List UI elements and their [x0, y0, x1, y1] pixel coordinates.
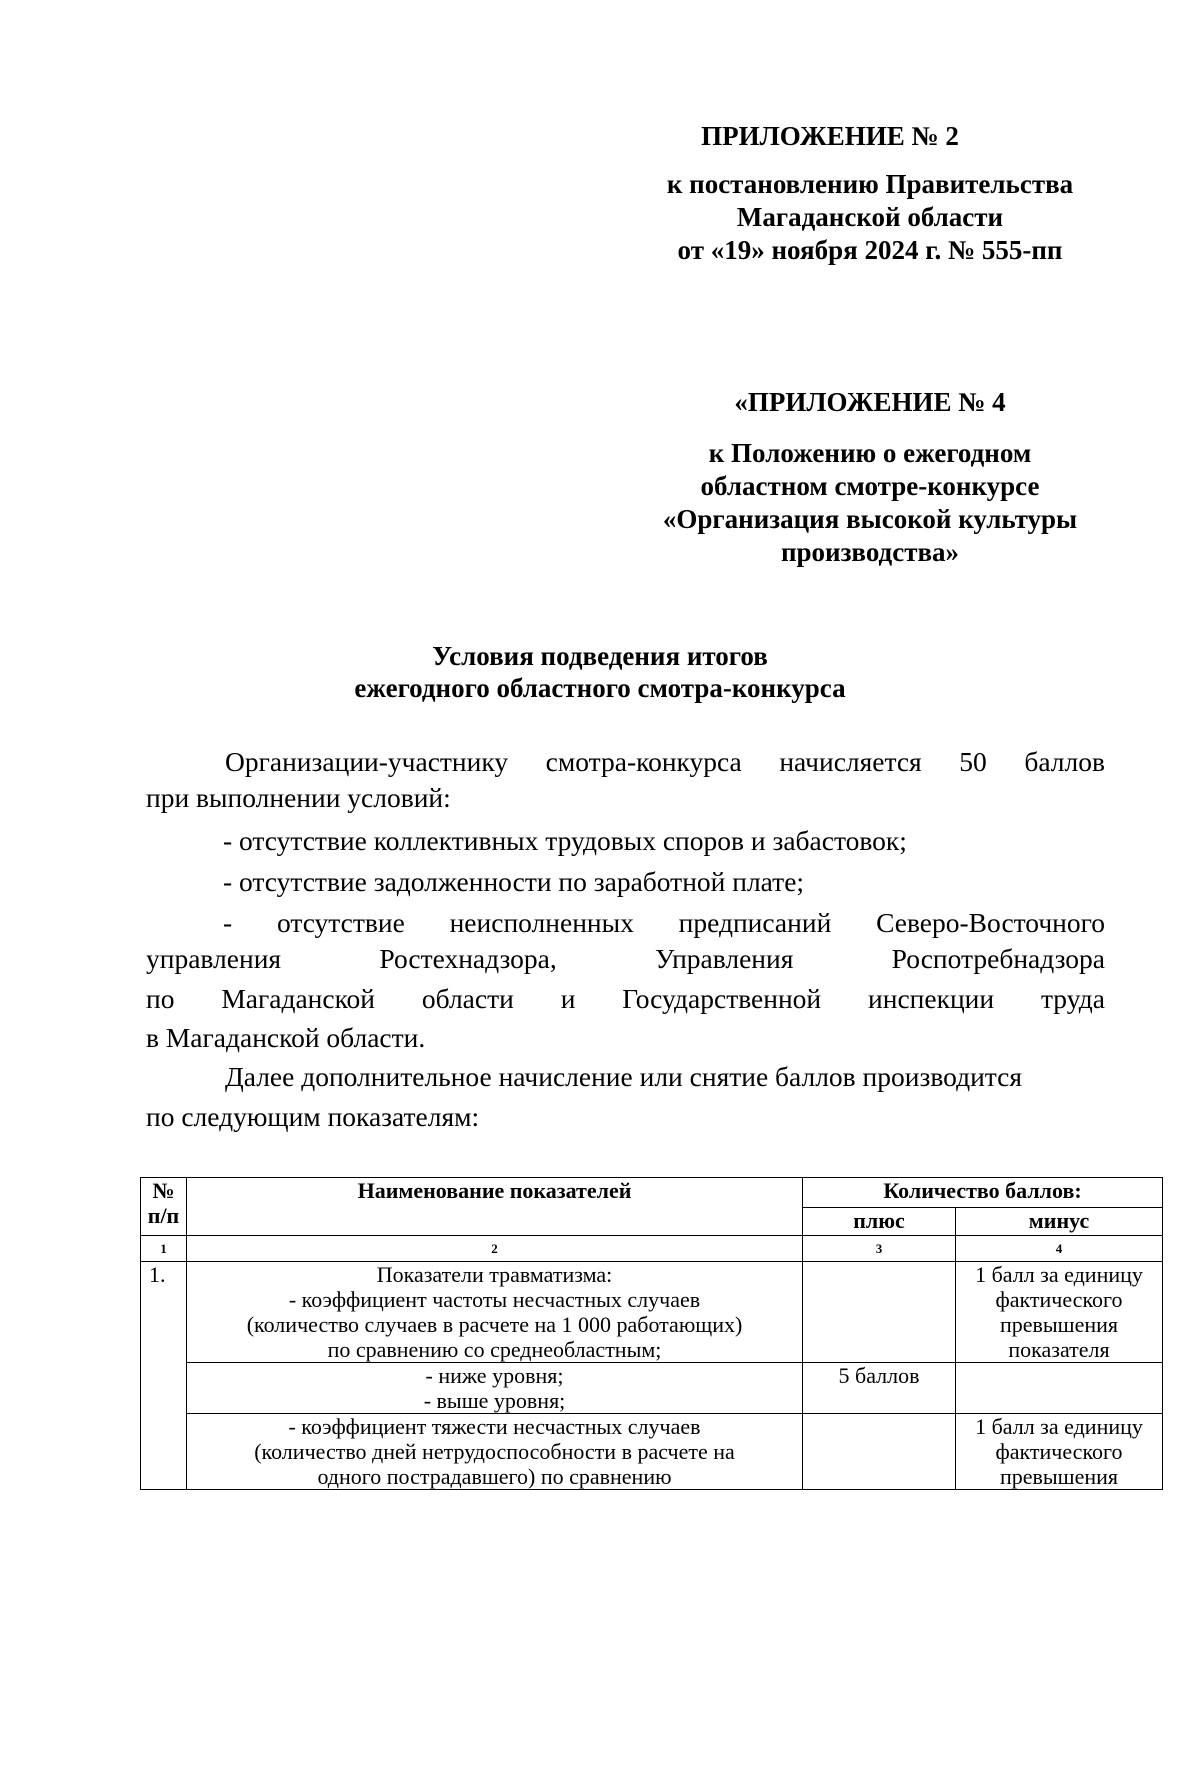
- row-minus-line: показателя: [1008, 1337, 1110, 1362]
- word: смотра-конкурса: [545, 746, 742, 777]
- paragraph-1-line-2: при выполнении условий:: [146, 782, 451, 813]
- row-name-cell: [187, 1414, 803, 1490]
- condition-item-3-line-3: [146, 982, 1105, 1016]
- word: области: [421, 983, 514, 1014]
- appendix-4-line-2: областном смотре-конкурсе: [700, 471, 1040, 501]
- row-minus-line: фактического: [995, 1287, 1123, 1312]
- appendix-2-line-2: Магаданской области: [736, 202, 1004, 232]
- word: Магаданской: [221, 983, 376, 1014]
- word: отсутствие: [276, 907, 405, 938]
- col-number-header-line-2: п/п: [147, 1203, 180, 1228]
- word: предписаний: [678, 907, 832, 938]
- row-minus-cell: [956, 1262, 1163, 1363]
- row-name-line: по сравнению со среднеобластным;: [327, 1337, 662, 1362]
- appendix-4-line-1: к Положению о ежегодном: [708, 438, 1032, 468]
- row-name-line: - выше уровня;: [423, 1388, 566, 1413]
- row-plus-cell: 5 баллов: [803, 1363, 956, 1414]
- row-name-line: - коэффициент частоты несчастных случаев: [288, 1287, 701, 1312]
- row-plus-cell: [803, 1262, 956, 1363]
- condition-item-3-line-4: в Магаданской области.: [146, 1022, 426, 1053]
- table-header-row: [141, 1178, 1163, 1208]
- word: Организации-участнику: [225, 746, 509, 777]
- appendix-4-line-4: производства»: [780, 537, 960, 567]
- row-name-cell: [187, 1363, 803, 1414]
- row-name-line: (количество дней нетрудоспособности в расчете на: [254, 1439, 735, 1464]
- col-points-header: Количество баллов:: [803, 1178, 1163, 1208]
- word: Управления: [655, 943, 794, 974]
- row-minus-line: 1 балл за единицу: [975, 1414, 1143, 1439]
- word: Роспотребнадзора: [891, 943, 1105, 974]
- word: по: [146, 983, 175, 1014]
- row-minus-cell: [956, 1363, 1163, 1414]
- row-minus-line: превышения: [999, 1312, 1119, 1337]
- word: инспекции: [868, 983, 995, 1014]
- index-cell: 4: [956, 1236, 1163, 1262]
- word: начисляется: [779, 746, 922, 777]
- section-title-line-1: Условия подведения итогов: [432, 641, 768, 671]
- row-name-line: Показатели травматизма:: [376, 1262, 613, 1287]
- row-minus-line: фактического: [995, 1439, 1123, 1464]
- table-row: [141, 1363, 1163, 1414]
- col-number-header-line-1: №: [152, 1178, 175, 1203]
- row-name-line: - ниже уровня;: [425, 1363, 564, 1388]
- paragraph-2-line-1: Далее дополнительное начисление или снятие баллов производится: [225, 1061, 1022, 1092]
- condition-item-1: - отсутствие коллективных трудовых споров и забастовок;: [223, 825, 907, 856]
- section-title-line-2: ежегодного областного смотра-конкурса: [354, 673, 846, 703]
- row-name-cell: [187, 1262, 803, 1363]
- row-minus-line: превышения: [999, 1464, 1119, 1489]
- row-name-line: одного пострадавшего) по сравнению: [317, 1464, 672, 1489]
- index-cell: 2: [187, 1236, 803, 1262]
- appendix-4-title: «ПРИЛОЖЕНИЕ № 4: [734, 387, 1006, 417]
- word: неисполненных: [449, 907, 634, 938]
- word: и: [560, 983, 576, 1014]
- word: Северо-Восточного: [876, 907, 1105, 938]
- col-number-header: [141, 1178, 187, 1236]
- appendix-2-title: ПРИЛОЖЕНИЕ № 2: [701, 121, 959, 151]
- word: труда: [1040, 983, 1105, 1014]
- row-number: 1.: [141, 1262, 187, 1490]
- table-index-row: [141, 1236, 1163, 1262]
- row-minus-cell: [956, 1414, 1163, 1490]
- table-row: [141, 1262, 1163, 1363]
- word: Ростехнадзора,: [379, 943, 557, 974]
- word: баллов: [1024, 746, 1105, 777]
- col-minus-header: минус: [956, 1208, 1163, 1236]
- appendix-2-line-1: к постановлению Правительства: [666, 169, 1074, 199]
- row-name-line: - коэффициент тяжести несчастных случаев: [288, 1414, 701, 1439]
- col-plus-header: плюс: [803, 1208, 956, 1236]
- paragraph-2-line-2: по следующим показателям:: [146, 1101, 480, 1132]
- row-plus-cell: [803, 1414, 956, 1490]
- appendix-4-line-3: «Организация высокой культуры: [662, 504, 1078, 534]
- appendix-2-line-3: от «19» ноября 2024 г. № 555-пп: [677, 235, 1063, 265]
- col-name-header: Наименование показателей: [187, 1178, 803, 1236]
- index-cell: 1: [141, 1236, 187, 1262]
- word: 50: [959, 746, 987, 777]
- table-row: [141, 1414, 1163, 1490]
- condition-item-3-line-2: [146, 942, 1105, 976]
- condition-item-2: - отсутствие задолженности по заработной плате;: [223, 866, 805, 897]
- row-minus-line: 1 балл за единицу: [975, 1262, 1143, 1287]
- indicators-table: [140, 1177, 1163, 1490]
- word: управления: [146, 943, 282, 974]
- word: -: [223, 907, 233, 938]
- word: Государственной: [622, 983, 822, 1014]
- index-cell: 3: [803, 1236, 956, 1262]
- paragraph-1-line-1: [225, 745, 1105, 779]
- row-name-line: (количество случаев в расчете на 1 000 работающих): [246, 1312, 743, 1337]
- condition-item-3-line-1: [223, 906, 1105, 940]
